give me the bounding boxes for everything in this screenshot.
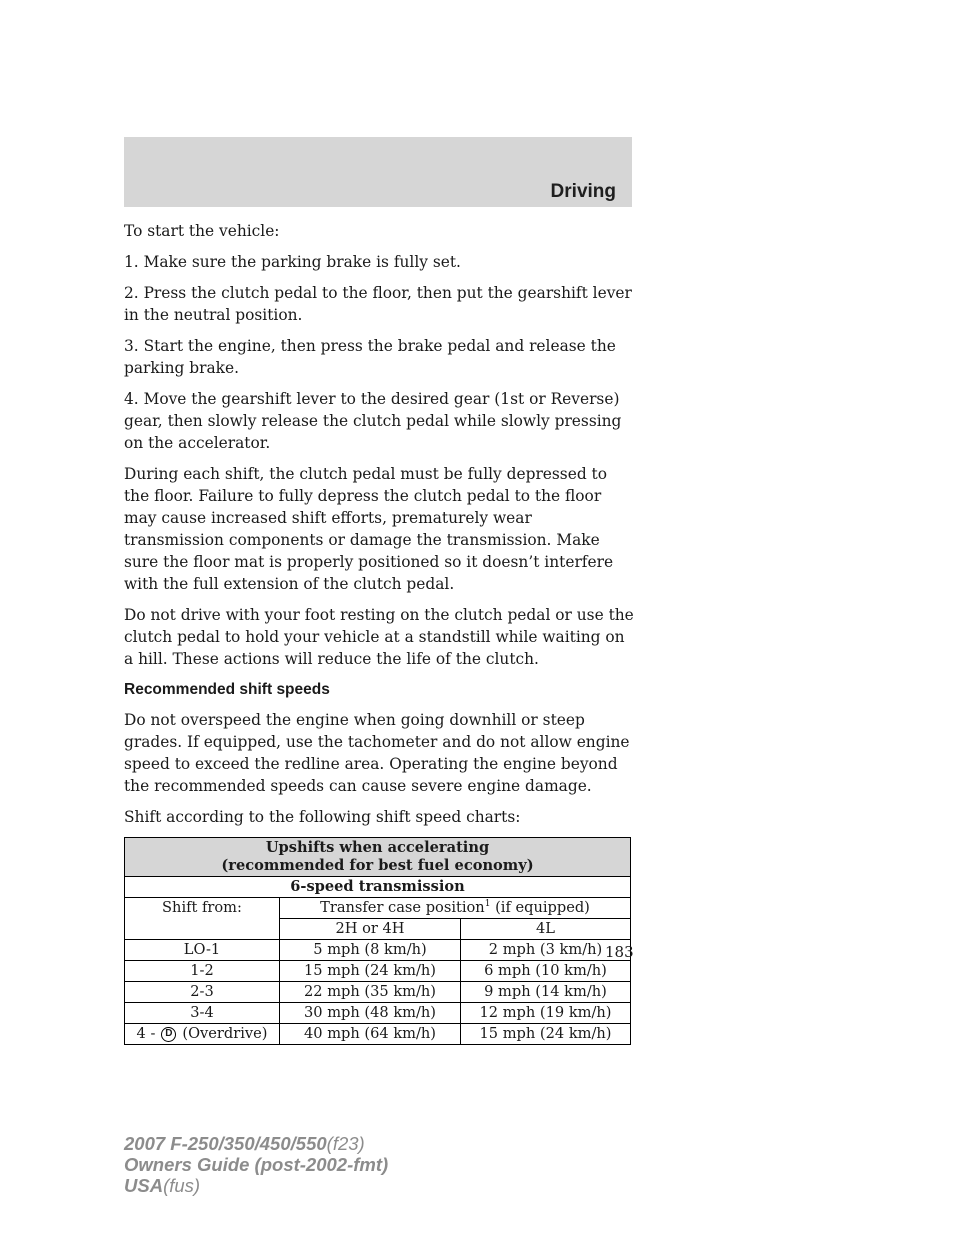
footer-region-code: (fus) [163, 1175, 201, 1196]
overdrive-label [129, 1025, 275, 1043]
speed-2h4h-cell: 40 mph (64 km/h) [280, 1024, 461, 1045]
overdrive-d-icon: D [161, 1027, 176, 1042]
table-row [125, 1003, 631, 1024]
section-title: Driving [550, 181, 616, 202]
col-4l: 4L [461, 919, 631, 940]
table-row [125, 961, 631, 982]
speed-2h4h-cell: 22 mph (35 km/h) [280, 982, 461, 1003]
footer-line-1 [124, 1133, 388, 1154]
speed-2h4h-cell: 15 mph (24 km/h) [280, 961, 461, 982]
transfer-case-header [280, 898, 631, 919]
transfer-case-suffix: (if equipped) [495, 899, 590, 916]
table-title-row [125, 838, 631, 877]
shift-cell: 2-3 [125, 982, 280, 1003]
step-4: 4. Move the gearshift lever to the desired gear (1st or Reverse) gear, then slowly release the clutch pedal while slowly pressing on the accelerator. [124, 390, 622, 452]
footer [124, 1133, 388, 1196]
speed-4l-cell: 15 mph (24 km/h) [461, 1024, 631, 1045]
footer-guide: Owners Guide (post-2002-fmt) [124, 1154, 389, 1175]
footer-region: USA [124, 1175, 164, 1196]
table-title-line-2: (recommended for best fuel economy) [221, 857, 534, 874]
table-subtitle: 6-speed transmission [125, 877, 631, 898]
section-heading: Recommended shift speeds [124, 681, 330, 698]
speed-4l-cell: 6 mph (10 km/h) [461, 961, 631, 982]
footer-line-3 [124, 1175, 388, 1196]
footer-model: 2007 F-250/350/450/550 [124, 1133, 327, 1154]
shift-cell: 3-4 [125, 1003, 280, 1024]
table-row [125, 982, 631, 1003]
page-content [124, 220, 636, 1045]
intro-text: To start the vehicle: [124, 222, 280, 240]
footnote-marker: 1 [484, 899, 491, 910]
speed-4l-cell: 9 mph (14 km/h) [461, 982, 631, 1003]
table-subtitle-row [125, 877, 631, 898]
footer-model-code: (f23) [326, 1133, 365, 1154]
shift-cell: LO-1 [125, 940, 280, 961]
step-1: 1. Make sure the parking brake is fully set. [124, 253, 461, 271]
overspeed-paragraph: Do not overspeed the engine when going downhill or steep grades. If equipped, use the tachometer and do not allow engine speed to exceed the redline area. Operating the engine beyond the recommended speeds can cause severe engine damage. [124, 711, 630, 795]
speed-2h4h-cell: 30 mph (48 km/h) [280, 1003, 461, 1024]
charts-intro: Shift according to the following shift speed charts: [124, 808, 521, 826]
table-row [125, 940, 631, 961]
col-2h-4h: 2H or 4H [280, 919, 461, 940]
shift-speed-table [124, 837, 631, 1045]
footer-line-2 [124, 1154, 388, 1175]
speed-4l-cell: 12 mph (19 km/h) [461, 1003, 631, 1024]
shift-cell: 1-2 [125, 961, 280, 982]
shift-cell [125, 1024, 280, 1045]
overdrive-suffix: (Overdrive) [182, 1025, 268, 1042]
speed-4l-cell: 2 mph (3 km/h) [461, 940, 631, 961]
header-band [124, 137, 632, 207]
step-2: 2. Press the clutch pedal to the floor, then put the gearshift lever in the neutral position. [124, 284, 632, 324]
table-title [125, 838, 631, 877]
transfer-case-label: Transfer case position [320, 899, 485, 916]
table-header-row [125, 898, 631, 919]
table-title-line-1: Upshifts when accelerating [265, 839, 490, 856]
overdrive-prefix: 4 - [136, 1025, 156, 1042]
clutch-rest-paragraph: Do not drive with your foot resting on the clutch pedal or use the clutch pedal to hold your vehicle at a standstill while waiting on a hill. These actions will reduce the life of the clutch. [124, 606, 634, 668]
shift-from-header: Shift from: [125, 898, 280, 940]
table-row [125, 1024, 631, 1045]
page-number: 183 [605, 943, 634, 961]
step-3: 3. Start the engine, then press the brake pedal and release the parking brake. [124, 337, 616, 377]
shift-paragraph: During each shift, the clutch pedal must be fully depressed to the floor. Failure to fully depress the clutch pedal to the floor may cause increased shift efforts, prematurely wear transmission components or damage the transmission. Make sure the floor mat is properly positioned so it doesn’t interfere with the full extension of the clutch pedal. [124, 465, 614, 593]
speed-2h4h-cell: 5 mph (8 km/h) [280, 940, 461, 961]
